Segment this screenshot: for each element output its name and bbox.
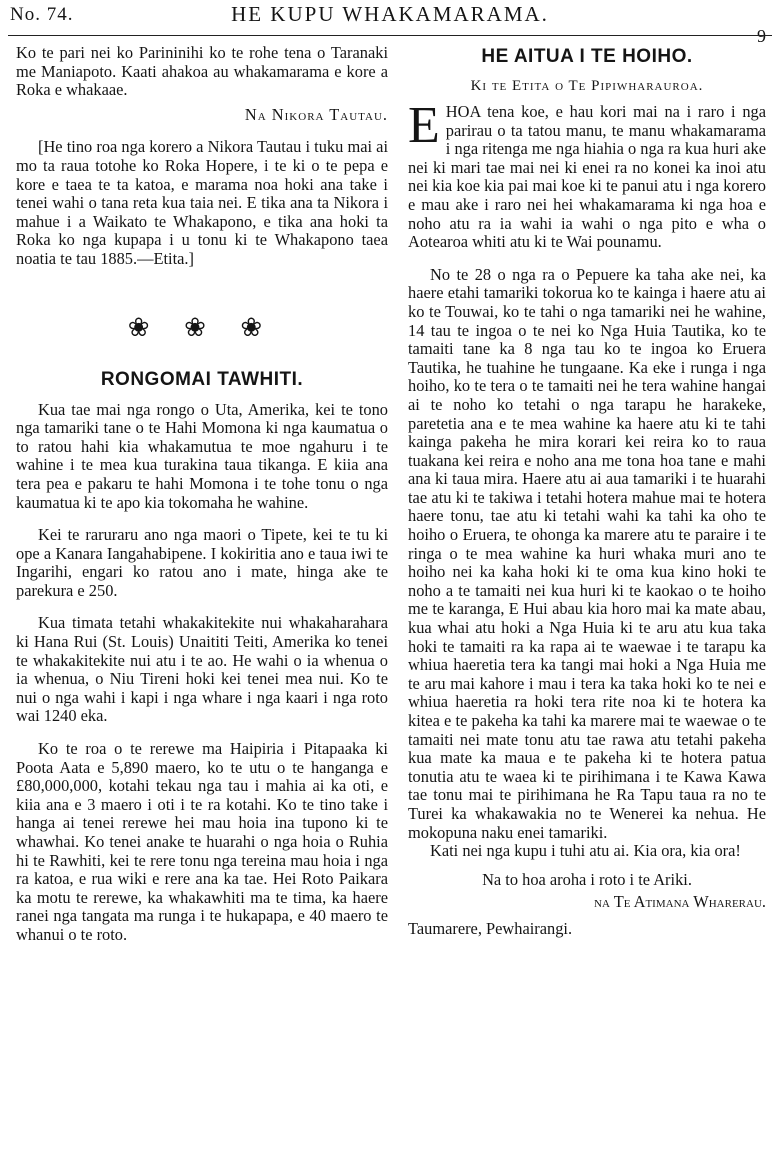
flower-ornament-icon: ❀ [127, 312, 164, 342]
issue-number: No. 74. [10, 4, 74, 25]
right-column [408, 44, 766, 939]
letter-paragraph: Ko te pari nei ko Parininihi ko te rohe tena o Taranaki me Maniapoto. Kaati ahakoa au whakamarama e kore a Roka e whakaae. [16, 43, 388, 100]
page-header [0, 0, 780, 46]
section-heading: RONGOMAI TAWHITI. [100, 368, 304, 390]
news-paragraph: Ko te roa o te rerewe ma Haipiria i Pitapaaka ki Poota Aata e 5,890 maero, ko te utu o te hanganga e £80,000,000, kotahi tekau nga tau i mahia ai ka oti, e kiia ana e 3 maero i oti i te ra kotahi. Ko te tino take i hanga ai tenei rerewe hei mau hoia ina tupono ki te whawhai. Ko tenei anake te huarahi o nga hoia o Ruhia hi te Rawhiti, kei te rere tonu nga tereina mau hoia i nga ra katoa, e rua wiki e rere ana ka tae. Hei Roto Paikara ka motu te rerewe, ka whakawhiti ma te tima, ka haere ranei nga tangata ma runga i te hukapapa, e 40 maero te whanui o te roto. [16, 739, 388, 944]
news-paragraph: Kei te raruraru ano nga maori o Tipete, kei te tu ki ope a Kanara Iangahabipene. I kokiritia ano e taua iwi te Ingarihi, engari ko ratou ano i mate, hinga ake te parekura e 250. [16, 525, 388, 600]
drop-cap: E [408, 97, 440, 154]
article-heading: HE AITUA I TE HOIHO. [481, 46, 693, 67]
flower-ornament-icon: ❀ [240, 312, 277, 342]
article-subtitle: Ki te Etita o Te Pipiwharauroa. [470, 78, 704, 94]
page-number: 9 [757, 26, 766, 46]
closing-line: Na to hoa aroha i roto i te Ariki. [482, 869, 692, 889]
editor-note: [He tino roa nga korero a Nikora Tautau i tuku mai ai mo ta raua totohe ko Roka Hopere, i te ki o te pepa e kore e taea te ta katoa, e marama noa hoki ana take i tenei wahi o tana reta kua taia nei. E tika ana ta Nikora i mahue i a Waikato te Whakapono, e tika ana hoki ta Roka ko nga kupapa i u tonu ki te Whakapono taea noatia te tau 1885.—Etita.] [16, 137, 388, 268]
ornament-divider [16, 313, 388, 343]
header-rule [8, 35, 772, 36]
article-paragraph: Kati nei nga kupu i tuhi atu ai. Kia ora, kia ora! [430, 841, 741, 861]
newspaper-title: HE KUPU WHAKAMARAMA. [231, 2, 549, 26]
article-paragraph-text: HOA tena koe, e hau kori mai na i raro i nga parirau o ta tatou manu, te manu whakamarama i nga ritenga me nga hiahia o nga ra kua huri ake nei ki mari tae mai nei ki enei ra no konei ka inoi atu nei kia koe kia pai mai koe ki te panui atu i nga korero e mau ake i raro nei hei whakamarama ki nga hoa e noho atu ra ia wahi ia wahi o nga pito e wha o Aotearoa whiti atu ki te Wai pounamu. [408, 102, 766, 252]
letter-signature: Na Nikora Tautau. [244, 104, 388, 124]
flower-ornament-icon: ❀ [184, 312, 220, 342]
article-paragraph: No te 28 o nga ra o Pepuere ka taha ake nei, ka haere etahi tamariki tokorua ko te kainga i haere atu ai ko te Touwai, ko te tahi o nga tamariki nei he wahine, 14 tau te ingoa o te nei ko Nga Huia Tautika, ko te tamaiti tane ka 8 nga tau ko te ingoa ko Eruera Tautika, he tuahine he tungaane. Ka eke i runga i nga hoiho, ko te tera o te tamaiti nei he tera wahine hangai ai te noho ko tetahi o nga tarapu he harakeke, paretetia ana e te mea wahine ka haere atu ki te tahi kainga pakeha he mira korari kei reira ko to raua tuakana kei reira e noho ana me tona hoa tane e mahi ana ki taua mira. Haere atu ai aua tamariki i te huarahi tae atu ki te takiwa i tetahi hotera mahue mai te hotera haere tonu, tae atu ki tetahi wahi ka tahi ka oho te hoiho o Eruera, te ohonga ka marere atu te paraire i te ringa o te mea wahine ka huri whaka muri ano te hoiho nei ka kaha hoki ki te oma kua kino hoki te noho a te tamaiti nei kua huri ki te kaokao o te hoiho me te karanga, E Hui abau kia horo mai ka mate abau, kua whai atu hoki a Nga Huia ki te aru atu kua taka hoki te tamaiti ra ka rapa ai te waewae i te tarapu ka whiua haeretia tera ka tangi mai hoki a Nga Huia me te aru mai kahore i mau i tera ka taka hoki ko te nei e whiua haeretia ra hoki tera rite noa ki te hotera ka kitea e te pakeha ka tahi ka marere mai te waewae o te tamaiti nei mate tonu atu tae rawa atu tetahi pakeha kua mate ka maua e te pakeha ki te hotera patua tonutia atu te waea ki te pirihimana i te Kawa Kawa tae tonu mai te pirihimana he Ra Tapu taua ra no te Turei ka whakawakia no te Wenerei ka nehua. He mokopuna naku enei tamariki. [408, 264, 766, 842]
author-location: Taumarere, Pewhairangi. [408, 918, 573, 938]
author-signature: na Te Atimana Wharerau. [594, 892, 766, 912]
article-paragraph [408, 97, 766, 252]
news-paragraph: Kua timata tetahi whakakitekite nui whakaharahara ki Hana Rui (St. Louis) Unaititi Teiti, Amerika ko tenei te whakakitekite nui atu i te ao. He wahi o ia whenua o ia whenua, o Niu Tireni hoki kei tenei mea nui. Ko te nui o nga wahi i kapi i nga whare i nga kaari i nga roto wai 1240 eka. [16, 613, 388, 726]
news-paragraph: Kua tae mai nga rongo o Uta, Amerika, kei te tono nga tamariki tane o te Hahi Momona ki nga kaumatua o to ratou hahi kia whakamutua te moe ngahuru i te wahine i te mea kua turakina taua tikanga. E kiia ana tera pea e pakaru te hahi Momona i te tohe tonu o nga kaumatua ki te apo kia tokomaha he wahine. [16, 399, 388, 512]
left-column [16, 44, 388, 945]
